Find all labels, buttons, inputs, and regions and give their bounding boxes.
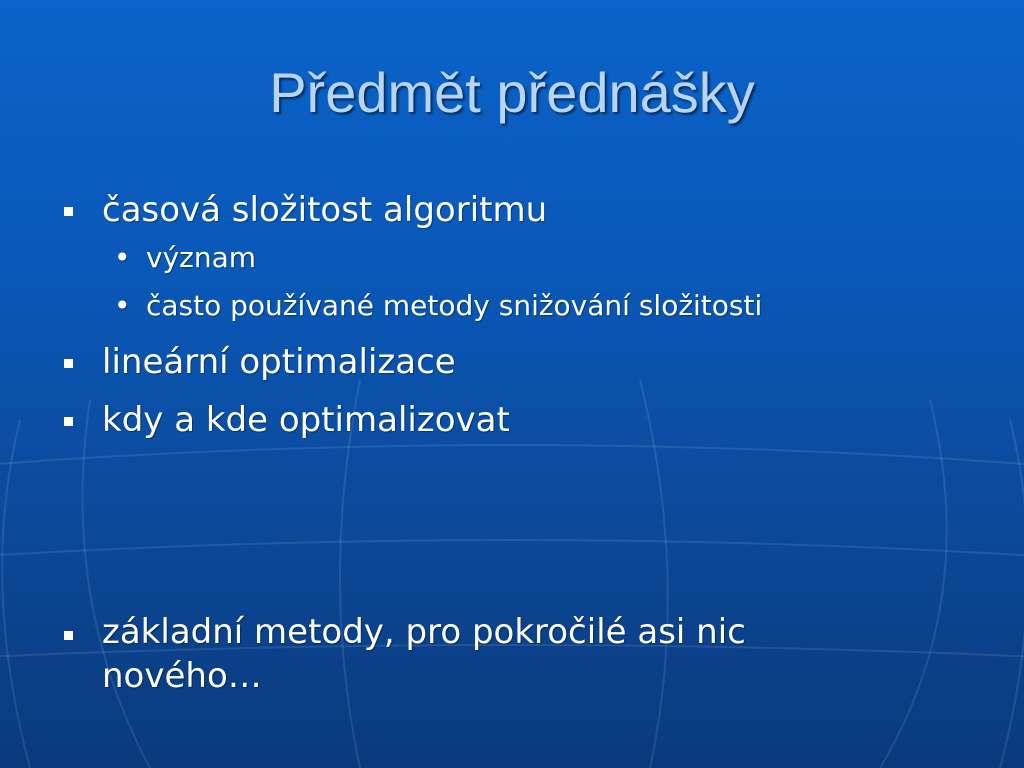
square-bullet-icon	[64, 207, 73, 216]
list-item-complexity	[62, 186, 962, 234]
list-item-label: lineární optimalizace	[102, 342, 456, 382]
slide-content	[62, 186, 962, 698]
sub-item-label: význam	[146, 241, 257, 274]
list-item-linear-optimization	[62, 338, 962, 386]
sub-item-methods	[62, 282, 962, 330]
list-item-label: kdy a kde optimalizovat	[102, 400, 510, 440]
list-item-when-where	[62, 396, 962, 444]
list-item-label: časová složitost algoritmu	[102, 190, 548, 230]
sub-item-meaning	[62, 234, 962, 282]
list-item-label: základní metody, pro pokročilé asi nic nového…	[102, 612, 746, 696]
square-bullet-icon	[64, 631, 73, 640]
square-bullet-icon	[64, 417, 73, 426]
square-bullet-icon	[64, 359, 73, 368]
dot-bullet-icon: •	[114, 289, 131, 322]
dot-bullet-icon: •	[114, 241, 131, 274]
sub-item-label: často používané metody snižování složitosti	[146, 289, 763, 322]
list-spacer	[62, 444, 962, 610]
list-item-basic-methods	[62, 610, 902, 698]
slide-title: Předmět přednášky	[269, 61, 755, 124]
